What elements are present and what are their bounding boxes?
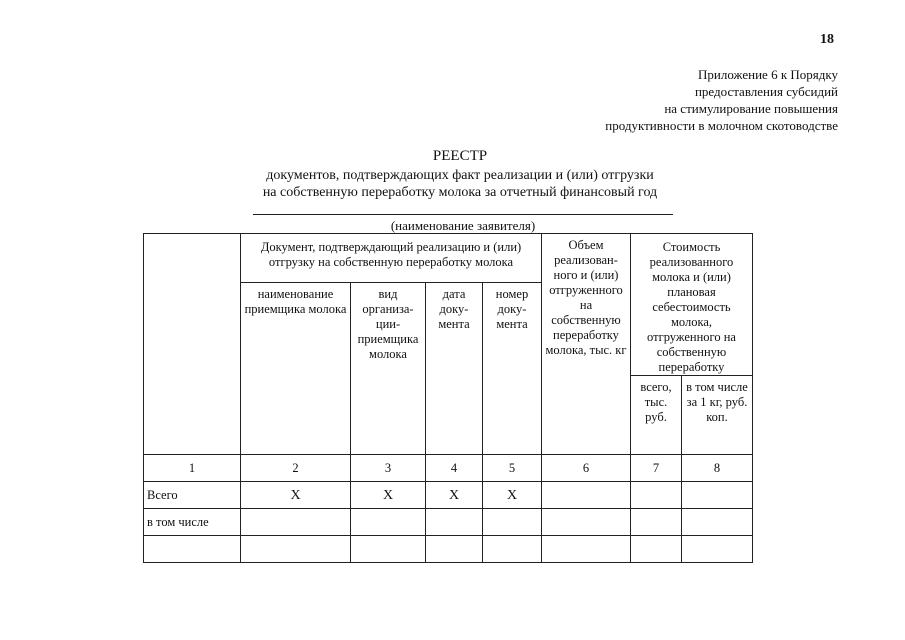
column-number: 1 xyxy=(144,455,241,482)
table-cell xyxy=(483,509,542,536)
table-cell: X xyxy=(351,482,426,509)
table-cell xyxy=(241,509,351,536)
header-cost-group: Стоимость реализованного молока и (или) плановая себестоимость молока, отгруженного на собственную переработку xyxy=(631,234,753,376)
table-cell: X xyxy=(483,482,542,509)
title-line-1: документов, подтверждающих факт реализации и (или) отгрузки xyxy=(266,168,654,183)
column-number: 3 xyxy=(351,455,426,482)
appendix-reference xyxy=(605,66,838,134)
header-receiver-name: наименование приемщика молока xyxy=(241,283,351,455)
header-empty-cell xyxy=(144,234,241,455)
title-line-2: на собственную переработку молока за отчетный финансовый год xyxy=(262,185,658,200)
title-main: РЕЕСТР xyxy=(432,148,488,164)
row-label-including: в том числе xyxy=(144,509,241,536)
table-row xyxy=(144,509,753,536)
column-number: 6 xyxy=(542,455,631,482)
table-row xyxy=(144,536,753,563)
header-org-type: вид организа-ции-приемщика молока xyxy=(351,283,426,455)
table-cell xyxy=(542,536,631,563)
table-cell xyxy=(682,536,753,563)
table-cell xyxy=(542,509,631,536)
header-doc-number: номер доку-мента xyxy=(483,283,542,455)
appendix-line: предоставления субсидий xyxy=(694,84,838,99)
applicant-caption: (наименование заявителя) xyxy=(390,218,536,233)
header-document-group: Документ, подтверждающий реализацию и (или) отгрузку на собственную переработку молока xyxy=(241,234,542,283)
table-cell xyxy=(631,536,682,563)
appendix-line: на стимулирование повышения xyxy=(664,101,838,116)
table-cell xyxy=(631,482,682,509)
column-number: 4 xyxy=(426,455,483,482)
table-cell xyxy=(682,482,753,509)
table-cell: X xyxy=(241,482,351,509)
table-cell xyxy=(351,536,426,563)
appendix-line: Приложение 6 к Порядку xyxy=(698,67,838,82)
appendix-line: продуктивности в молочном скотоводстве xyxy=(605,118,838,133)
applicant-underline xyxy=(253,214,673,215)
header-doc-date: дата доку-мента xyxy=(426,283,483,455)
column-number: 2 xyxy=(241,455,351,482)
table-cell xyxy=(483,536,542,563)
row-label-total: Всего xyxy=(144,482,241,509)
page-number: 18 xyxy=(820,32,834,47)
table-cell xyxy=(631,509,682,536)
header-cost-per-kg: в том числе за 1 кг, руб. коп. xyxy=(682,376,753,455)
table-cell: X xyxy=(426,482,483,509)
row-label-empty xyxy=(144,536,241,563)
table-cell xyxy=(682,509,753,536)
header-cost-total: всего, тыс. руб. xyxy=(631,376,682,455)
table-cell xyxy=(351,509,426,536)
table-row xyxy=(144,482,753,509)
column-number: 8 xyxy=(682,455,753,482)
column-number: 5 xyxy=(483,455,542,482)
table-cell xyxy=(426,536,483,563)
registry-table xyxy=(143,233,753,563)
column-number: 7 xyxy=(631,455,682,482)
table-cell xyxy=(426,509,483,536)
header-volume: Объем реализован-ного и (или) отгруженного на собственную переработку молока, тыс. кг xyxy=(542,234,631,455)
table-cell xyxy=(241,536,351,563)
document-title xyxy=(200,148,720,201)
table-cell xyxy=(542,482,631,509)
